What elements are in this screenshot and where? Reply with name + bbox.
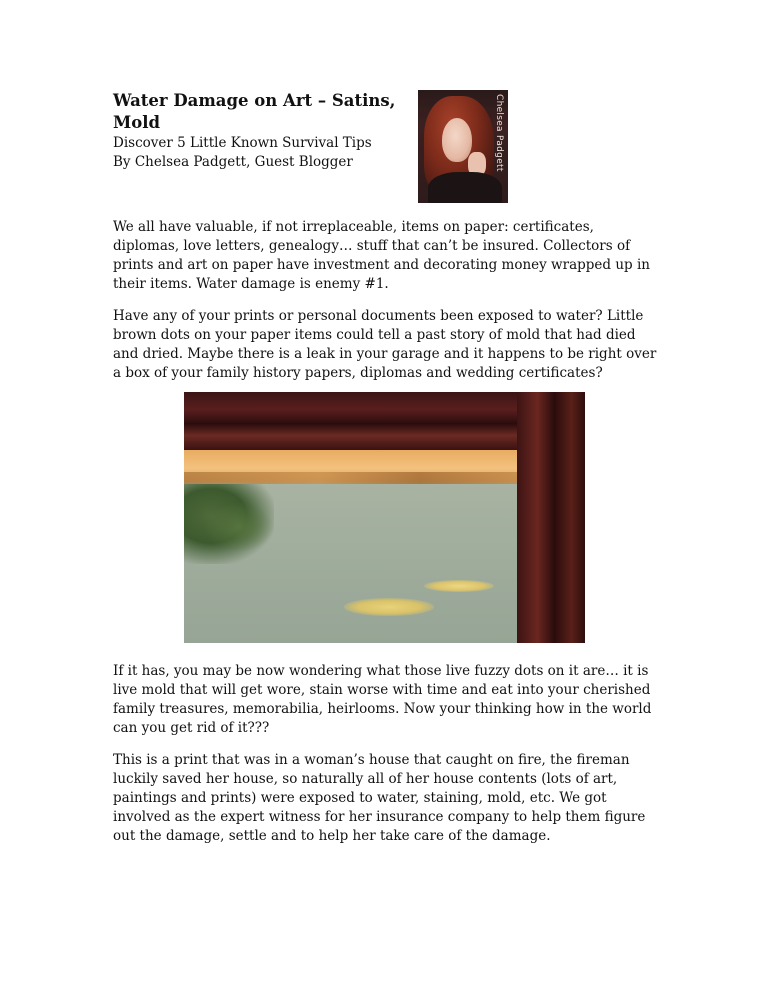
water-stain [184, 472, 520, 484]
paragraph-exposed: Have any of your prints or personal documents been exposed to water? Little brown dots on your paper items could tell a past story of mold that had died and dried. Maybe there is a leak in your garage and it happens to be right over a box of your family history papers, diplomas and wedding certificates? [113, 308, 657, 381]
paragraph-intro: We all have valuable, if not irreplaceable, items on paper: certificates, diplomas, love letters, genealogy… stuff that can’t be insured. Collectors of prints and art on paper have investment and decorating money wrapped up in their items. Water damage is enemy #1. [113, 219, 650, 292]
water-damaged-print-photo [184, 392, 585, 643]
article-subtitle: Discover 5 Little Known Survival Tips [113, 135, 372, 151]
print-tree-foliage [204, 502, 274, 552]
paragraph-fire-case: This is a print that was in a woman’s house that caught on fire, the fireman luckily saved her house, so naturally all of her house contents (lots of art, paintings and prints) were exposed to water, staining, mold, etc. We got involved as the expert witness for her insurance company to help them figure out the damage, settle and to help her take care of the damage. [113, 752, 646, 844]
print-cloud [344, 598, 434, 616]
print-cloud [424, 580, 494, 592]
header-block [113, 90, 413, 172]
frame-right-rail [517, 392, 585, 643]
article-byline: By Chelsea Padgett, Guest Blogger [113, 154, 353, 170]
photo-face [442, 118, 472, 162]
article-title: Water Damage on Art – Satins, Mold [113, 91, 396, 132]
paragraph-live-mold: If it has, you may be now wondering what those live fuzzy dots on it are… it is live mold that will get wore, stain worse with time and eat into your cherished family treasures, memorabilia, heirlooms. Now your thinking how in the world can you get rid of it??? [113, 663, 652, 736]
photo-shoulder [428, 172, 502, 203]
author-photo [418, 90, 508, 203]
author-photo-caption: Chelsea Padgett [494, 94, 504, 172]
